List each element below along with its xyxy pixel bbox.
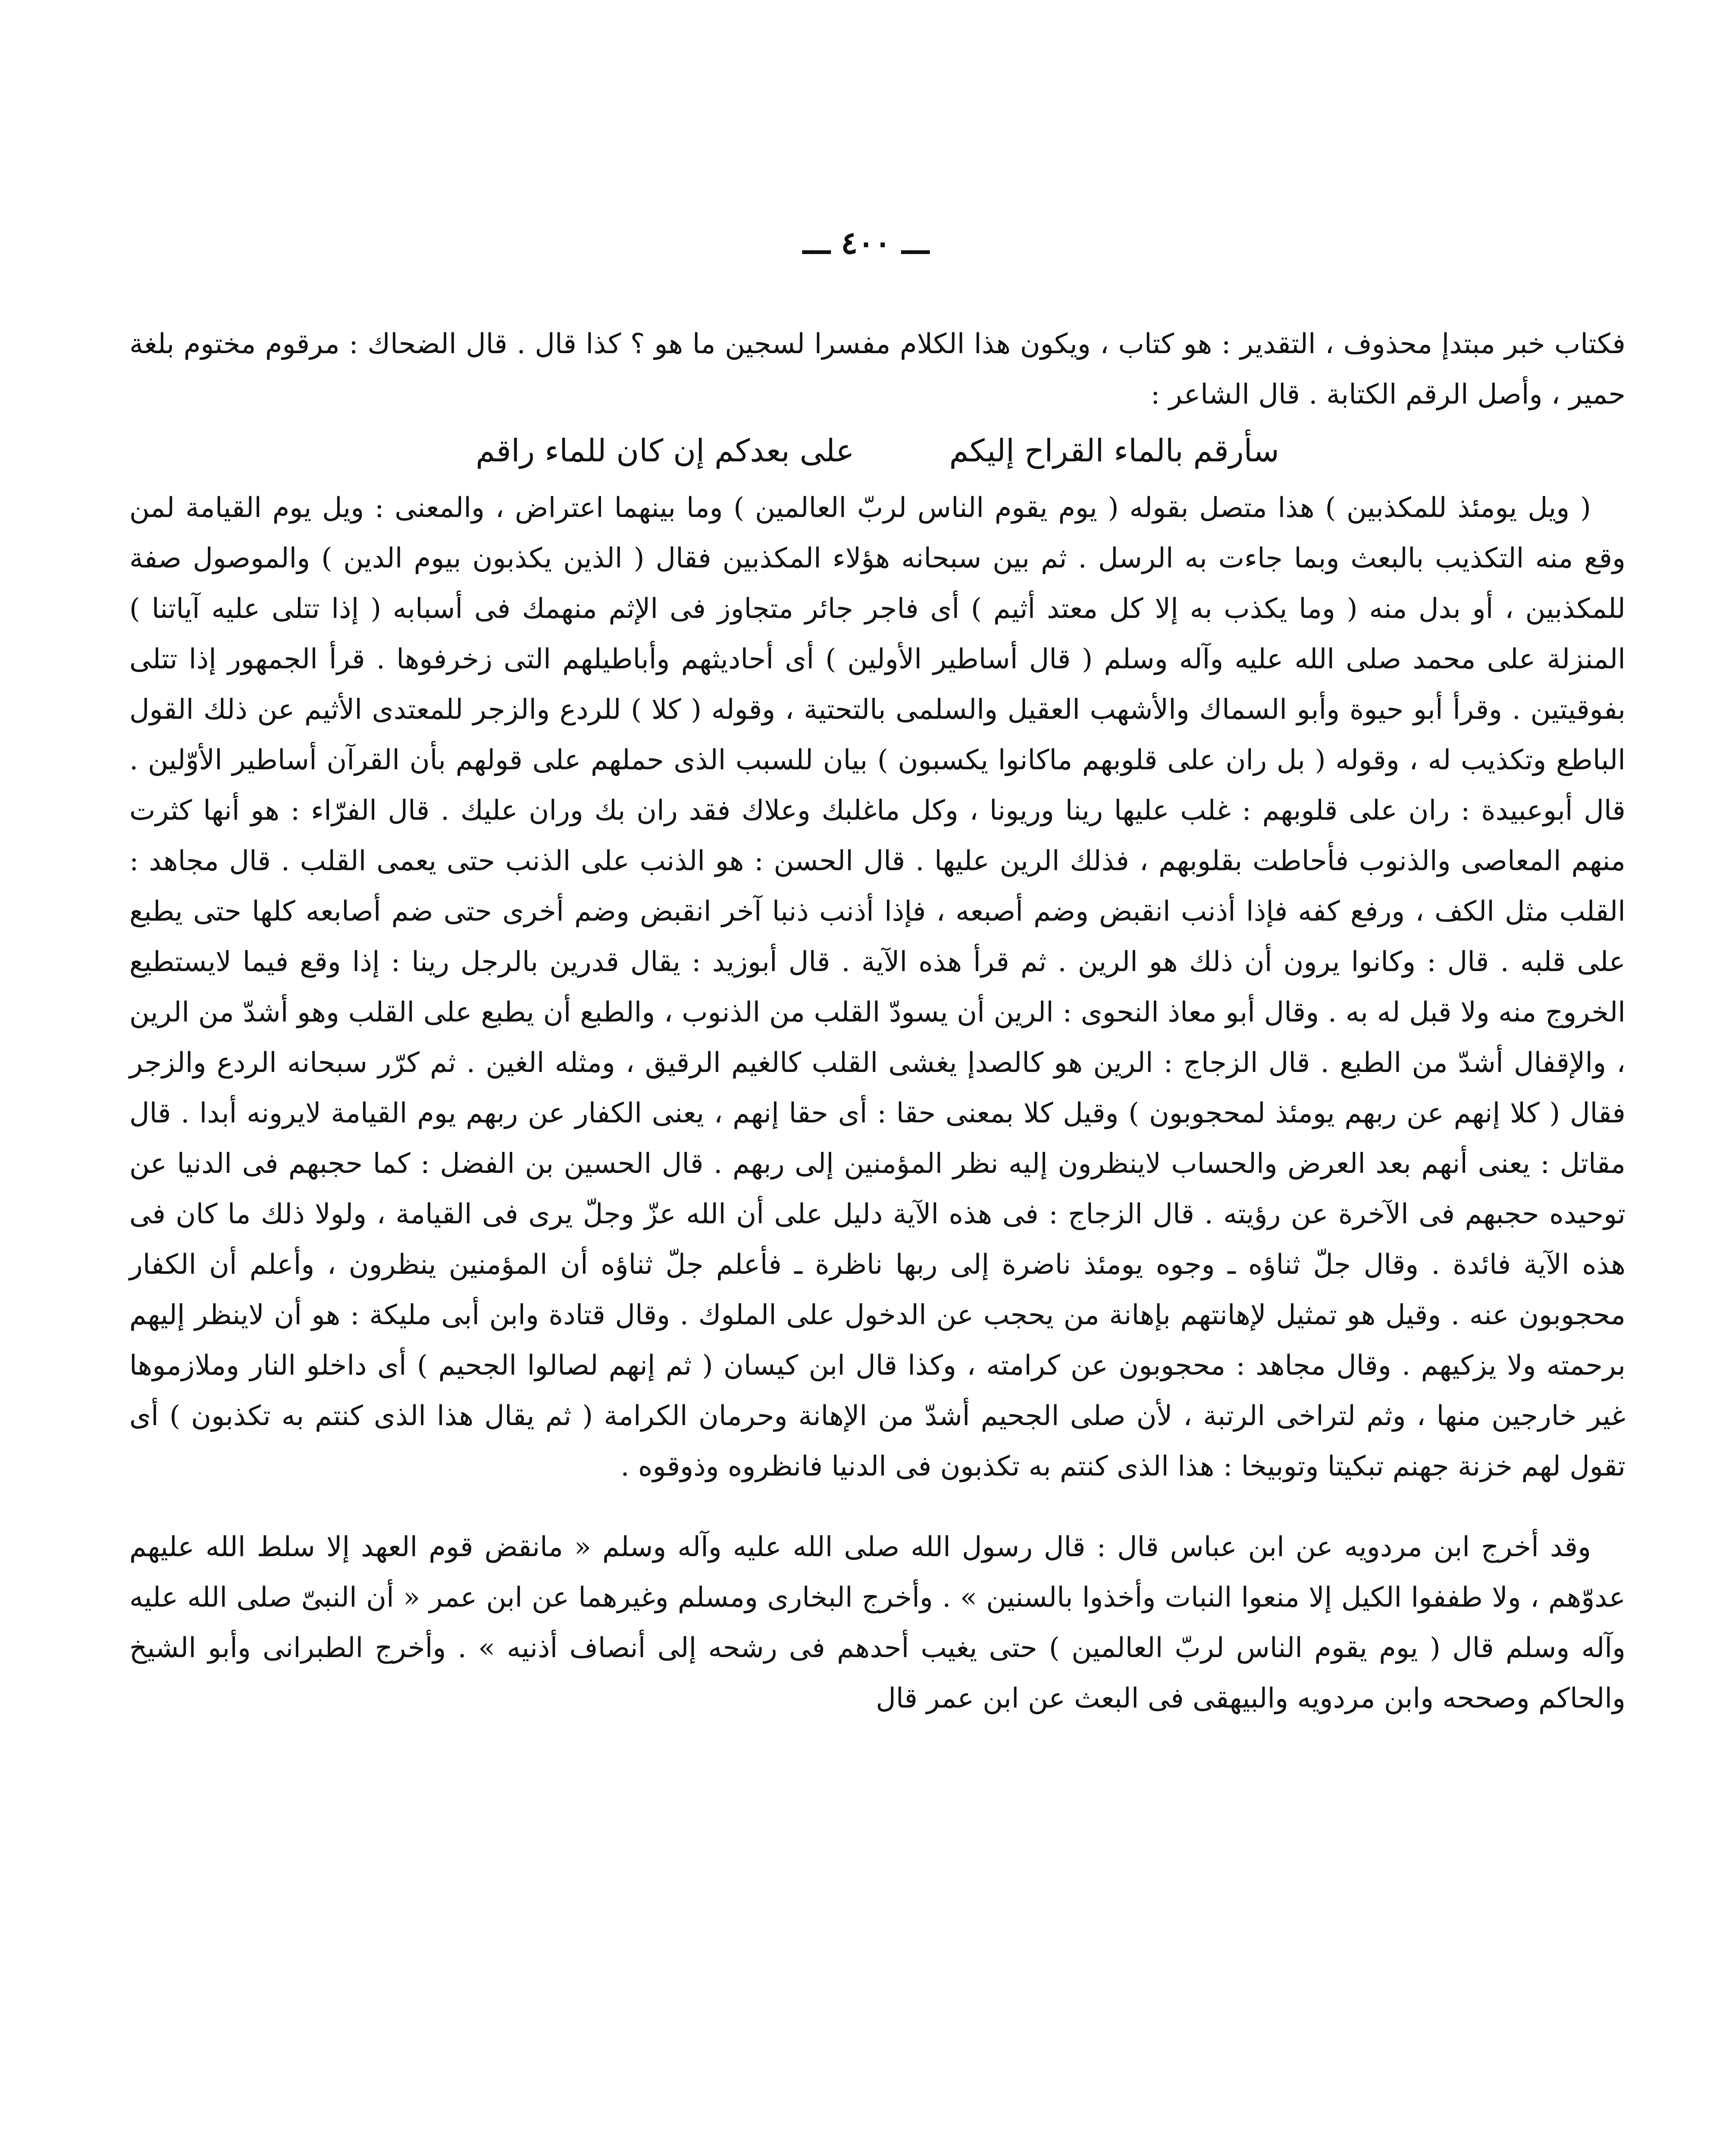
verse-first-hemistich: سأرقم بالماء القراح إليكم [949,432,1279,469]
paragraph-opening: فكتاب خبر مبتدإ محذوف ، التقدير : هو كتاب ، ويكون هذا الكلام مفسرا لسجين ما هو ؟ كذا قال . قال الضحاك : مرقوم مختوم بلغة حمير ، وأصل الرقم الكتابة . قال الشاعر : [129,328,1626,411]
paragraph-hadith: وقد أخرج ابن مردويه عن ابن عباس قال : قال رسول الله صلى الله عليه وآله وسلم « مانقض قوم العهد إلا سلط الله عليهم عدوّهم ، ولا طففوا الكيل إلا منعوا النبات وأخذوا بالسنين » . وأخرج البخارى ومسلم وغيرهما عن ابن عمر « أن النبىّ صلى الله عليه وآله وسلم قال ( يوم يقوم الناس لربّ العالمين ) حتى يغيب أحدهم فى رشحه إلى أنصاف أذنيه » . وأخرج الطبرانى وأبو الشيخ والحاكم وصححه وابن مردويه والبيهقى فى البعث عن ابن عمر قال [129,1531,1626,1714]
paragraph-commentary: ( ويل يومئذ للمكذبين ) هذا متصل بقوله ( يوم يقوم الناس لربّ العالمين ) وما بينهما اعتراض ، والمعنى : ويل يوم القيامة لمن وقع منه التكذيب بالبعث وبما جاءت به الرسل . ثم بين سبحانه هؤلاء المكذبين فقال ( الذين يكذبون بيوم الدين ) والموصول صفة للمكذبين ، أو بدل منه ( وما يكذب به إلا كل معتد أثيم ) أى فاجر جائر متجاوز فى الإثم منهمك فى أسبابه ( إذا تتلى عليه آياتنا ) المنزلة على محمد صلى الله عليه وآله وسلم ( قال أساطير الأولين ) أى أحاديثهم وأباطيلهم التى زخرفوها . قرأ الجمهور إذا تتلى بفوقيتين . وقرأ أبو حيوة وأبو السماك والأشهب العقيل والسلمى بالتحتية ، وقوله ( كلا ) للردع والزجر للمعتدى الأثيم عن ذلك القول الباطع وتكذيب له ، وقوله ( بل ران على قلوبهم ماكانوا يكسبون ) بيان للسبب الذى حملهم على قولهم بأن القرآن أساطير الأوّلين . قال أبوعبيدة : ران على قلوبهم : غلب عليها رينا وريونا ، وكل ماغلبك وعلاك فقد ران بك وران عليك . قال الفرّاء : هو أنها كثرت منهم المعاصى والذنوب فأحاطت بقلوبهم ، فذلك الرين عليها . قال الحسن : هو الذنب على الذنب حتى يعمى القلب . قال مجاهد : القلب مثل الكف ، ورفع كفه فإذا أذنب انقبض وضم أصبعه ، فإذا أذنب ذنبا آخر انقبض وضم أخرى حتى ضم أصابعه كلها حتى يطبع على قلبه . قال : وكانوا يرون أن ذلك هو الرين . ثم قرأ هذه الآية . قال أبوزيد : يقال قدرين بالرجل رينا : إذا وقع فيما لايستطيع الخروج منه ولا قبل له به . وقال أبو معاذ النحوى : الرين أن يسودّ القلب من الذنوب ، والطبع أن يطبع على القلب وهو أشدّ من الرين ، والإقفال أشدّ من الطبع . قال الزجاج : الرين هو كالصدإ يغشى القلب كالغيم الرقيق ، ومثله الغين . ثم كرّر سبحانه الردع والزجر فقال ( كلا إنهم عن ربهم يومئذ لمحجوبون ) وقيل كلا بمعنى حقا : أى حقا إنهم ، يعنى الكفار عن ربهم يوم القيامة لايرونه أبدا . قال مقاتل : يعنى أنهم بعد العرض والحساب لاينظرون إليه نظر المؤمنين إلى ربهم . قال الحسين بن الفضل : كما حجبهم فى الدنيا عن توحيده حجبهم فى الآخرة عن رؤيته . قال الزجاج : فى هذه الآية دليل على أن الله عزّ وجلّ يرى فى القيامة ، ولولا ذلك ما كان فى هذه الآية فائدة . وقال جلّ ثناؤه ـ وجوه يومئذ ناضرة إلى ربها ناظرة ـ فأعلم جلّ ثناؤه أن المؤمنين ينظرون ، وأعلم أن الكفار محجوبون عنه . وقيل هو تمثيل لإهانتهم بإهانة من يحجب عن الدخول على الملوك . وقال قتادة وابن أبى مليكة : هو أن لاينظر إليهم برحمته ولا يزكيهم . وقال مجاهد : محجوبون عن كرامته ، وكذا قال ابن كيسان ( ثم إنهم لصالوا الجحيم ) أى داخلو النار وملازموها غير خارجين منها ، وثم لتراخى الرتبة ، لأن صلى الجحيم أشدّ من الإهانة وحرمان الكرامة ( ثم يقال هذا الذى كنتم به تكذبون ) أى تقول لهم خزنة جهنم تبكيتا وتوبيخا : هذا الذى كنتم به تكذبون فى الدنيا فانظروه وذوقوه . [129,492,1626,1482]
page-number: ـــ ٤٠٠ ـــ [803,224,929,261]
paragraph-gap [129,1492,1626,1522]
verse-second-hemistich: على بعدكم إن كان للماء راقم [476,432,855,469]
poetry-verse [129,423,1626,479]
body-text [129,319,1626,1724]
